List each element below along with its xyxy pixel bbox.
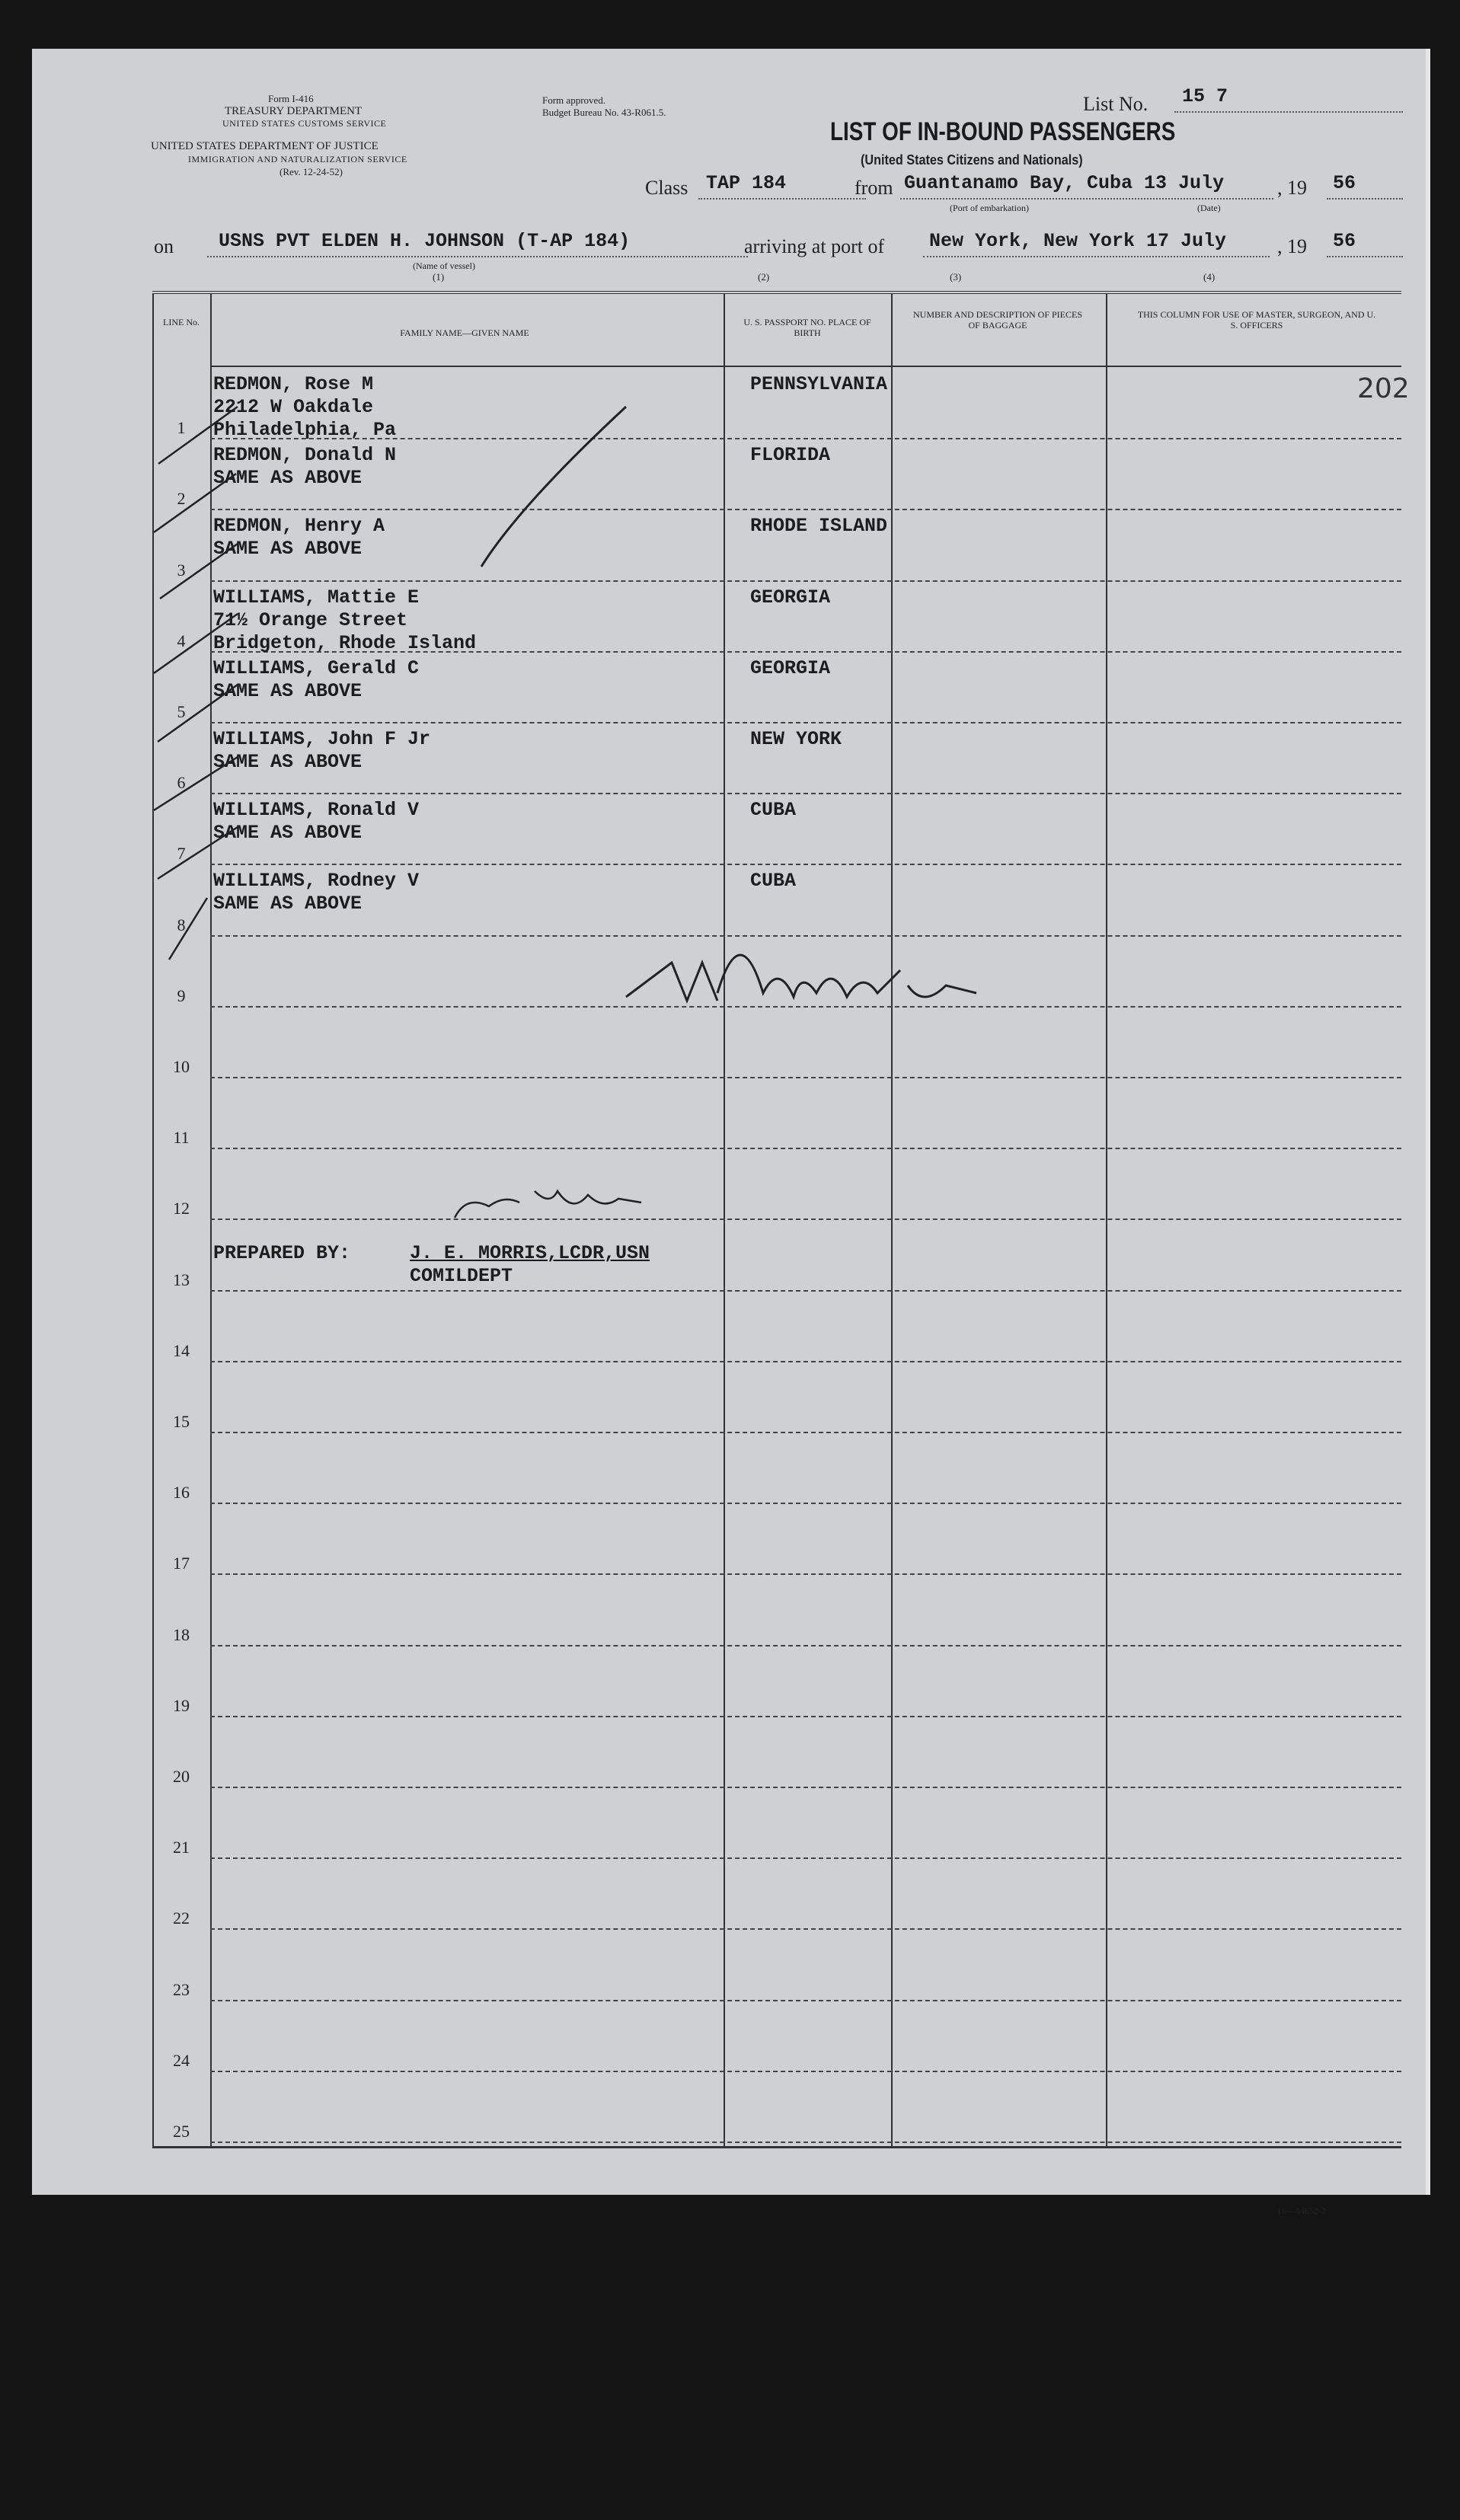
document-page — [32, 49, 1426, 2216]
row-divider — [210, 580, 1401, 582]
passenger-address-2: Philadelphia, Pa — [213, 419, 397, 441]
passenger-name: WILLIAMS, Gerald C — [213, 656, 420, 679]
year-1-line — [1327, 198, 1403, 200]
passenger-address-1: 71½ Orange Street — [213, 608, 408, 631]
page-subtitle: (United States Citizens and Nationals) — [861, 152, 1083, 168]
row-divider — [210, 722, 1401, 723]
year-2: 56 — [1333, 230, 1356, 252]
row-divider — [210, 1928, 1401, 1930]
passenger-name: WILLIAMS, Rodney V — [213, 870, 420, 893]
line-number: 11 — [173, 1128, 190, 1148]
line-number: 21 — [173, 1838, 190, 1857]
col-num-2: (2) — [758, 271, 770, 283]
arriving-line — [923, 256, 1270, 257]
treasury-dept: TREASURY DEPARTMENT — [225, 105, 363, 117]
year-2-line — [1327, 256, 1403, 257]
passenger-address-1: SAME AS ABOVE — [213, 822, 363, 845]
row-divider — [210, 1006, 1401, 1008]
passenger-address-1: SAME AS ABOVE — [213, 538, 363, 561]
row-divider — [210, 793, 1401, 794]
row-divider — [210, 935, 1401, 937]
row-divider — [210, 1148, 1401, 1149]
list-no-label: List No. — [1083, 93, 1149, 115]
footer-code: 16—54652-2 — [1277, 2205, 1326, 2216]
list-no-value: 15 7 — [1182, 85, 1228, 107]
line-number: 6 — [177, 773, 186, 793]
row-divider — [210, 1787, 1401, 1788]
date-note: (Date) — [1197, 203, 1221, 213]
passenger-name: WILLIAMS, Mattie E — [213, 586, 420, 608]
line-number: 5 — [177, 702, 186, 721]
budget-bureau: Budget Bureau No. 43-R061.5. — [542, 107, 666, 118]
line-number: 25 — [173, 2122, 190, 2141]
officer-note: 202 — [1357, 373, 1410, 404]
line-number: 3 — [177, 560, 186, 580]
row-divider — [210, 1077, 1401, 1078]
place-of-birth: GEORGIA — [750, 586, 831, 608]
on-label: on — [154, 235, 174, 257]
year-prefix-1: , 19 — [1277, 177, 1307, 199]
line-number: 16 — [173, 1483, 190, 1503]
row-divider — [210, 1645, 1401, 1646]
line-number: 13 — [173, 1270, 190, 1289]
row-divider — [210, 2071, 1401, 2072]
arriving-label: arriving at port of — [744, 235, 885, 257]
passenger-name: WILLIAMS, John F Jr — [213, 728, 431, 750]
year-prefix-2: , 19 — [1277, 235, 1307, 257]
row-divider — [210, 864, 1401, 865]
place-of-birth: FLORIDA — [750, 444, 831, 467]
row-divider — [210, 1716, 1401, 1717]
place-of-birth: RHODE ISLAND — [750, 515, 888, 538]
passenger-name: REDMON, Rose M — [213, 373, 374, 395]
passenger-address-1: SAME AS ABOVE — [213, 679, 363, 702]
line-number: 14 — [173, 1340, 190, 1360]
line-number: 18 — [173, 1624, 190, 1644]
col-num-4: (4) — [1203, 271, 1216, 283]
passenger-address-1: 2212 W Oakdale — [213, 396, 374, 418]
line-number: 9 — [177, 985, 186, 1005]
line-number: 12 — [173, 1199, 190, 1218]
form-approved: Form approved. — [542, 94, 606, 106]
passenger-name: REDMON, Henry A — [213, 515, 385, 538]
class-label: Class — [645, 177, 688, 199]
row-divider — [210, 1503, 1401, 1504]
year-1: 56 — [1333, 172, 1356, 194]
row-divider — [210, 1290, 1401, 1292]
line-number: 2 — [177, 489, 186, 509]
header-divider — [210, 366, 1401, 367]
header-name: FAMILY NAME—GIVEN NAME — [400, 327, 529, 338]
list-no-line — [1174, 111, 1403, 113]
passenger-address-1: SAME AS ABOVE — [213, 751, 363, 773]
line-number: 23 — [173, 1979, 190, 1999]
line-number: 7 — [177, 844, 186, 864]
row-divider — [210, 1432, 1401, 1433]
line-number: 20 — [173, 1767, 190, 1786]
line-number: 8 — [177, 915, 186, 934]
passenger-address-1: SAME AS ABOVE — [213, 893, 363, 915]
page-title: LIST OF IN-BOUND PASSENGERS — [830, 117, 1176, 146]
place-of-birth: GEORGIA — [750, 656, 831, 679]
line-number: 24 — [173, 2050, 190, 2070]
page-edge — [1426, 49, 1430, 2195]
place-of-birth: CUBA — [750, 870, 797, 893]
from-value: Guantanamo Bay, Cuba 13 July — [904, 172, 1225, 194]
prepared-label: PREPARED BY: — [213, 1242, 351, 1264]
class-value: TAP 184 — [706, 172, 787, 194]
line-number: 10 — [173, 1057, 190, 1076]
customs-service: UNITED STATES CUSTOMS SERVICE — [222, 118, 387, 129]
line-number: 19 — [173, 1695, 190, 1715]
row-divider — [210, 1218, 1401, 1220]
row-divider — [210, 2142, 1401, 2143]
row-divider — [210, 1857, 1401, 1859]
col-num-3: (3) — [950, 271, 962, 283]
revision-date: (Rev. 12-24-52) — [280, 166, 343, 177]
line-number: 4 — [177, 631, 186, 650]
prepared-title: COMILDEPT — [410, 1265, 513, 1287]
port-embark-note: (Port of embarkation) — [950, 203, 1029, 213]
place-of-birth: NEW YORK — [750, 728, 842, 750]
passenger-name: WILLIAMS, Ronald V — [213, 799, 420, 822]
place-of-birth: PENNSYLVANIA — [750, 373, 888, 395]
header-officers: THIS COLUMN FOR USE OF MASTER, SURGEON, AND U. S. OFFICERS — [1137, 309, 1376, 331]
header-passport: U. S. PASSPORT NO. PLACE OF BIRTH — [743, 317, 871, 338]
passenger-table — [152, 291, 1410, 2148]
line-number: 15 — [173, 1412, 190, 1431]
from-label: from — [855, 177, 893, 199]
vessel-note: (Name of vessel) — [413, 260, 475, 271]
passenger-address-1: SAME AS ABOVE — [213, 467, 363, 490]
justice-dept: UNITED STATES DEPARTMENT OF JUSTICE — [151, 140, 379, 152]
row-divider — [210, 1361, 1401, 1362]
col-num-1: (1) — [433, 271, 445, 283]
line-number: 17 — [173, 1554, 190, 1573]
passenger-address-2: Bridgeton, Rhode Island — [213, 631, 477, 654]
line-number: 22 — [173, 1908, 190, 1928]
arriving-value: New York, New York 17 July — [929, 230, 1227, 252]
row-divider — [210, 2000, 1401, 2001]
form-number: Form I-416 — [268, 93, 314, 104]
vessel-name: USNS PVT ELDEN H. JOHNSON (T-AP 184) — [219, 230, 631, 252]
line-number: 1 — [177, 418, 186, 438]
ins-service: IMMIGRATION AND NATURALIZATION SERVICE — [188, 154, 407, 164]
class-line — [698, 198, 866, 200]
row-divider — [210, 1573, 1401, 1575]
vessel-line — [207, 256, 748, 257]
header-line-no: LINE No. — [163, 317, 200, 327]
header-baggage: NUMBER AND DESCRIPTION OF PIECES OF BAGGAGE — [912, 309, 1083, 331]
place-of-birth: CUBA — [750, 799, 797, 822]
prepared-name: J. E. MORRIS,LCDR,USN — [410, 1242, 650, 1264]
passenger-name: REDMON, Donald N — [213, 444, 397, 467]
row-divider — [210, 509, 1401, 510]
from-line — [900, 198, 1273, 200]
